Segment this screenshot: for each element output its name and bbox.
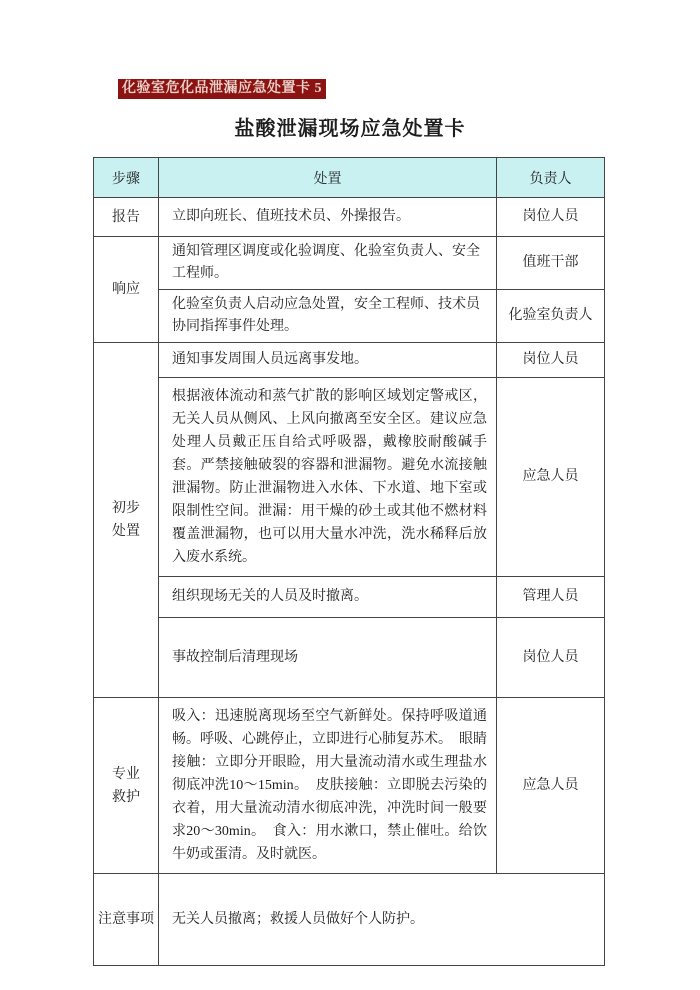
action-cell: 化验室负责人启动应急处置，安全工程师、技术员协同指挥事件处理。 xyxy=(159,290,497,343)
action-cell: 组织现场无关的人员及时撤离。 xyxy=(159,577,497,618)
responsible-cell: 化验室负责人 xyxy=(497,290,605,343)
step-label: 专业救护 xyxy=(112,766,140,805)
responsible-cell: 应急人员 xyxy=(497,698,605,874)
table-row-initial-4 xyxy=(94,618,605,698)
table-row-initial-3 xyxy=(94,577,605,618)
action-cell: 无关人员撤离；救援人员做好个人防护。 xyxy=(159,874,605,966)
table-row-response-2 xyxy=(94,290,605,343)
responsible-cell: 岗位人员 xyxy=(497,618,605,698)
action-cell: 通知事发周围人员远离事发地。 xyxy=(159,343,497,378)
responsible-cell: 值班干部 xyxy=(497,237,605,290)
responsible-cell: 管理人员 xyxy=(497,577,605,618)
emergency-response-table xyxy=(93,157,605,966)
header-responsible: 负责人 xyxy=(497,158,605,198)
table-row-rescue xyxy=(94,698,605,874)
responsible-cell: 岗位人员 xyxy=(497,198,605,237)
action-cell: 吸入：迅速脱离现场至空气新鲜处。保持呼吸道通畅。呼吸、心跳停止，立即进行心肺复苏术。 眼睛接触：立即分开眼睑，用大量流动清水或生理盐水彻底冲洗10～15min。 皮肤接触：立即脱去污染的衣着，用大量流动清水彻底冲洗，冲洗时间一般要求20～30min。 食入：用水漱口，禁止催吐。给饮牛奶或蛋清。及时就医。 xyxy=(159,698,497,874)
table-row-precautions xyxy=(94,874,605,966)
table-header-row xyxy=(94,158,605,198)
table-row-response-1 xyxy=(94,237,605,290)
step-cell: 报告 xyxy=(94,198,159,237)
step-cell: 注意事项 xyxy=(94,874,159,966)
header-step: 步骤 xyxy=(94,158,159,198)
action-cell: 立即向班长、值班技术员、外操报告。 xyxy=(159,198,497,237)
responsible-cell: 岗位人员 xyxy=(497,343,605,378)
table-row-report xyxy=(94,198,605,237)
step-cell xyxy=(94,698,159,874)
responsible-cell: 应急人员 xyxy=(497,378,605,577)
step-cell: 响应 xyxy=(94,237,159,343)
page-title: 盐酸泄漏现场应急处置卡 xyxy=(234,118,466,140)
table-row-initial-2 xyxy=(94,378,605,577)
table-row-initial-1 xyxy=(94,343,605,378)
action-cell: 通知管理区调度或化验调度、化验室负责人、安全工程师。 xyxy=(159,237,497,290)
step-label: 初步处置 xyxy=(112,501,140,539)
action-cell: 根据液体流动和蒸气扩散的影响区域划定警戒区，无关人员从侧风、上风向撤离至安全区。建议应急处理人员戴正压自给式呼吸器，戴橡胶耐酸碱手套。严禁接触破裂的容器和泄漏物。避免水流接触泄漏物。防止泄漏物进入水体、下水道、地下室或限制性空间。泄漏：用干燥的砂土或其他不燃材料覆盖泄漏物，也可以用大量水冲洗，洗水稀释后放入废水系统。 xyxy=(159,378,497,577)
action-cell: 事故控制后清理现场 xyxy=(159,618,497,698)
document-tag-band: 化验室危化品泄漏应急处置卡 5 xyxy=(118,79,326,99)
header-action: 处置 xyxy=(159,158,497,198)
step-cell xyxy=(94,343,159,698)
